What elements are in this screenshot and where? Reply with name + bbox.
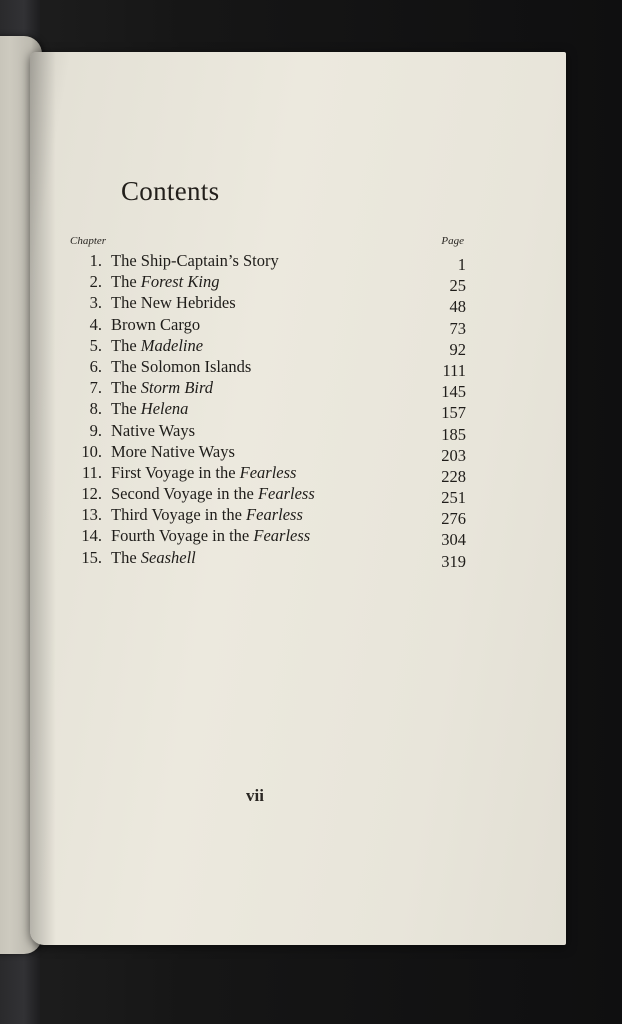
chapter-title-text: First Voyage in the [111,462,240,482]
chapter-title-text: Fourth Voyage in the [111,526,254,546]
chapter-number: 1. [89,251,102,270]
chapter-title-text: Native Ways [111,420,196,440]
toc-entry [66,292,466,317]
page-gutter-shadow [30,52,56,945]
chapter-title [111,377,213,398]
chapter-page-number: 276 [441,509,466,529]
chapter-page-number: 73 [449,318,466,338]
chapter-page-number: 203 [441,445,466,465]
chapter-title [111,504,303,525]
chapter-title [111,483,315,504]
chapter-title [111,292,236,313]
page-title: Contents [121,176,220,206]
chapter-number: 4. [89,314,102,334]
chapter-title-italic: Fearless [257,484,315,504]
toc-entry [66,356,466,380]
chapter-title-italic: Seashell [140,547,196,567]
toc-entry [66,314,466,338]
chapter-title [111,314,200,335]
toc-entry [66,398,466,423]
chapter-title-text: Third Voyage in the [111,505,247,525]
chapter-title [111,525,310,546]
toc-entry [66,483,466,508]
chapter-title-text: The [111,547,141,567]
toc-entry [66,250,466,274]
chapter-number: 3. [89,293,102,313]
chapter-number: 14. [81,526,102,546]
chapter-title-text: The Solomon Islands [111,356,252,376]
toc-entry [66,547,466,571]
toc-entry [66,420,466,444]
toc-entry [66,271,466,296]
chapter-number: 15. [81,547,102,567]
chapter-title-text: The [111,335,141,355]
toc-entry [66,462,466,486]
chapter-title-italic: Helena [140,399,189,419]
chapter-page-number: 92 [449,339,466,359]
toc-entry [66,335,466,359]
chapter-title [111,441,235,462]
chapter-page-number: 145 [441,382,466,402]
chapter-title [111,250,279,271]
chapter-title-text: The [111,272,141,292]
chapter-number: 8. [89,399,102,419]
chapter-number: 13. [81,505,102,525]
chapter-title [111,356,251,377]
chapter-title [111,547,196,568]
chapter-title-text: The Ship-Captain’s Story [111,251,279,270]
chapter-title-text: Second Voyage in the [111,484,258,504]
chapter-title [111,420,195,441]
chapter-number: 5. [89,335,102,355]
chapter-page-number: 25 [449,276,466,296]
chapter-number: 9. [89,420,102,440]
chapter-title [111,462,296,483]
chapter-page-number: 185 [441,424,466,444]
page-column-heading: Page [441,235,464,247]
chapter-page-number: 228 [441,466,466,486]
chapter-title-italic: Fearless [246,505,303,525]
chapter-title [111,398,188,419]
chapter-title-text: The [111,399,141,419]
chapter-column-heading: Chapter [70,235,107,247]
table-of-contents [66,250,466,571]
toc-entry [66,525,466,550]
chapter-title [111,271,219,292]
chapter-page-number: 48 [449,297,466,317]
chapter-number: 12. [81,484,102,504]
chapter-title-italic: Forest King [140,272,220,292]
chapter-page-number: 251 [441,488,466,508]
chapter-title-text: The New Hebrides [111,293,236,313]
chapter-page-number: 157 [441,403,466,423]
chapter-number: 2. [89,272,102,292]
chapter-title-italic: Storm Bird [140,378,214,398]
chapter-page-number: 111 [442,360,466,380]
toc-entry [66,441,466,465]
chapter-number: 6. [89,356,102,376]
chapter-title-italic: Fearless [239,462,297,482]
chapter-title [111,335,203,356]
chapter-number: 11. [81,462,102,482]
chapter-title-text: Brown Cargo [111,314,201,334]
chapter-title-text: More Native Ways [111,441,235,461]
contents-page [30,52,566,945]
chapter-number: 7. [89,378,102,398]
chapter-title-italic: Fearless [253,526,311,546]
chapter-title-text: The [111,378,141,398]
chapter-number: 10. [81,441,102,461]
page-folio: vii [246,786,264,805]
chapter-page-number: 319 [441,551,466,571]
toc-entry [66,377,466,402]
chapter-page-number: 304 [441,530,466,550]
chapter-page-number: 1 [457,255,466,274]
toc-entry [66,504,466,529]
chapter-title-italic: Madeline [140,335,204,355]
